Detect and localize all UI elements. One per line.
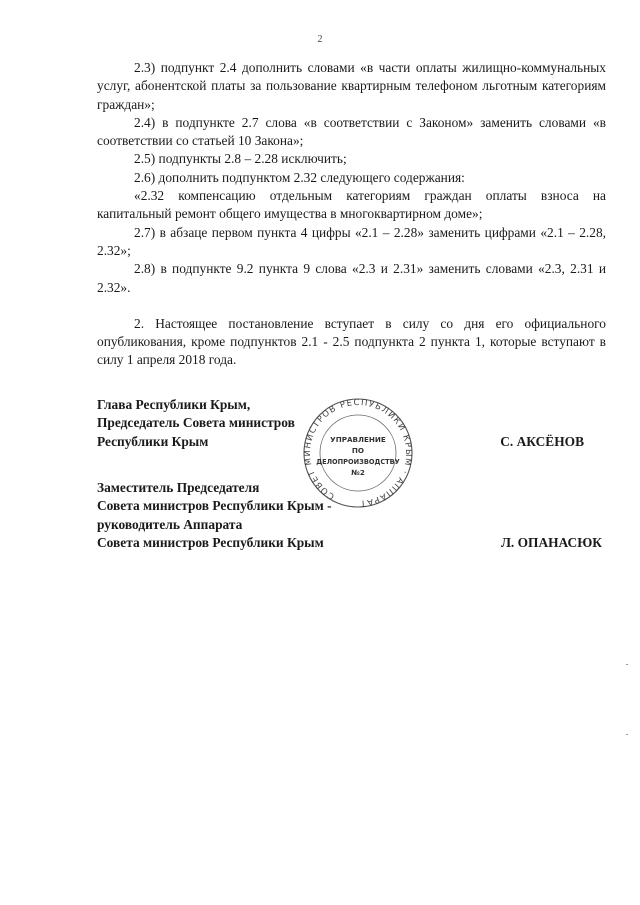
stamp-line-3: ДЕЛОПРОИЗВОДСТВУ [316,458,400,466]
signature-title-line: Заместитель Председателя [97,480,260,495]
page-number: 2 [317,34,323,45]
scan-speck [626,664,628,665]
stamp-line-2: ПО [351,446,365,455]
stamp-line-1: УПРАВЛЕНИЕ [330,435,386,444]
item-2-7: 2.7) в абзаце первом пункта 4 цифры «2.1 – 2.28» заменить цифрами «2.1 – 2.28, 2.32»; [97,224,606,258]
item-2-5: 2.5) подпункты 2.8 – 2.28 исключить; [134,151,347,167]
signature-title-line: Председатель Совета министров [97,415,295,431]
signature-name: Л. ОПАНАСЮК [500,534,602,550]
signature-title-line: Глава Республики Крым, [97,397,251,412]
office-stamp [292,398,424,510]
item-2-32-quote: «2.32 компенсацию отдельным категориям граждан оплаты взноса на капитальный ремонт общего имущества в многоквартирном доме»; [97,188,606,222]
item-2-3: 2.3) подпункт 2.4 дополнить словами «в части оплаты жилищно-коммунальных услуг, абонентской платы за пользование квартирным телефоном льготным категориям граждан»; [97,60,606,112]
signature-title-line: Республики Крым [97,433,209,449]
signature-title-line: руководитель Аппарата [97,516,243,532]
item-2-8: 2.8) в подпункте 9.2 пункта 9 слова «2.3 и 2.31» заменить словами «2.3, 2.31 и 2.32». [97,261,606,295]
document-body [97,59,606,370]
signature-name: С. АКСЁНОВ [500,433,584,449]
item-2-6: 2.6) дополнить подпунктом 2.32 следующего содержания: [134,169,465,185]
signature-title-line: Совета министров Республики Крым - [97,498,332,514]
stamp-ring-text: СОВЕТ МИНИСТРОВ РЕСПУБЛИКИ КРЫМ · АППАРАТ [302,398,414,509]
stamp-line-4: №2 [351,468,365,477]
item-2-effective-date: 2. Настоящее постановление вступает в силу со дня его официального опубликования, кроме подпунктов 2.1 - 2.5 подпункта 2 пункта 1, которые вступают в силу 1 апреля 2018 года. [97,315,606,368]
item-2-4: 2.4) в подпункте 2.7 слова «в соответствии с Законом» заменить словами «в соответствии со статьей 10 Закона»; [97,114,606,149]
signature-title-line: Совета министров Республики Крым [97,534,324,550]
scan-speck [626,734,628,735]
